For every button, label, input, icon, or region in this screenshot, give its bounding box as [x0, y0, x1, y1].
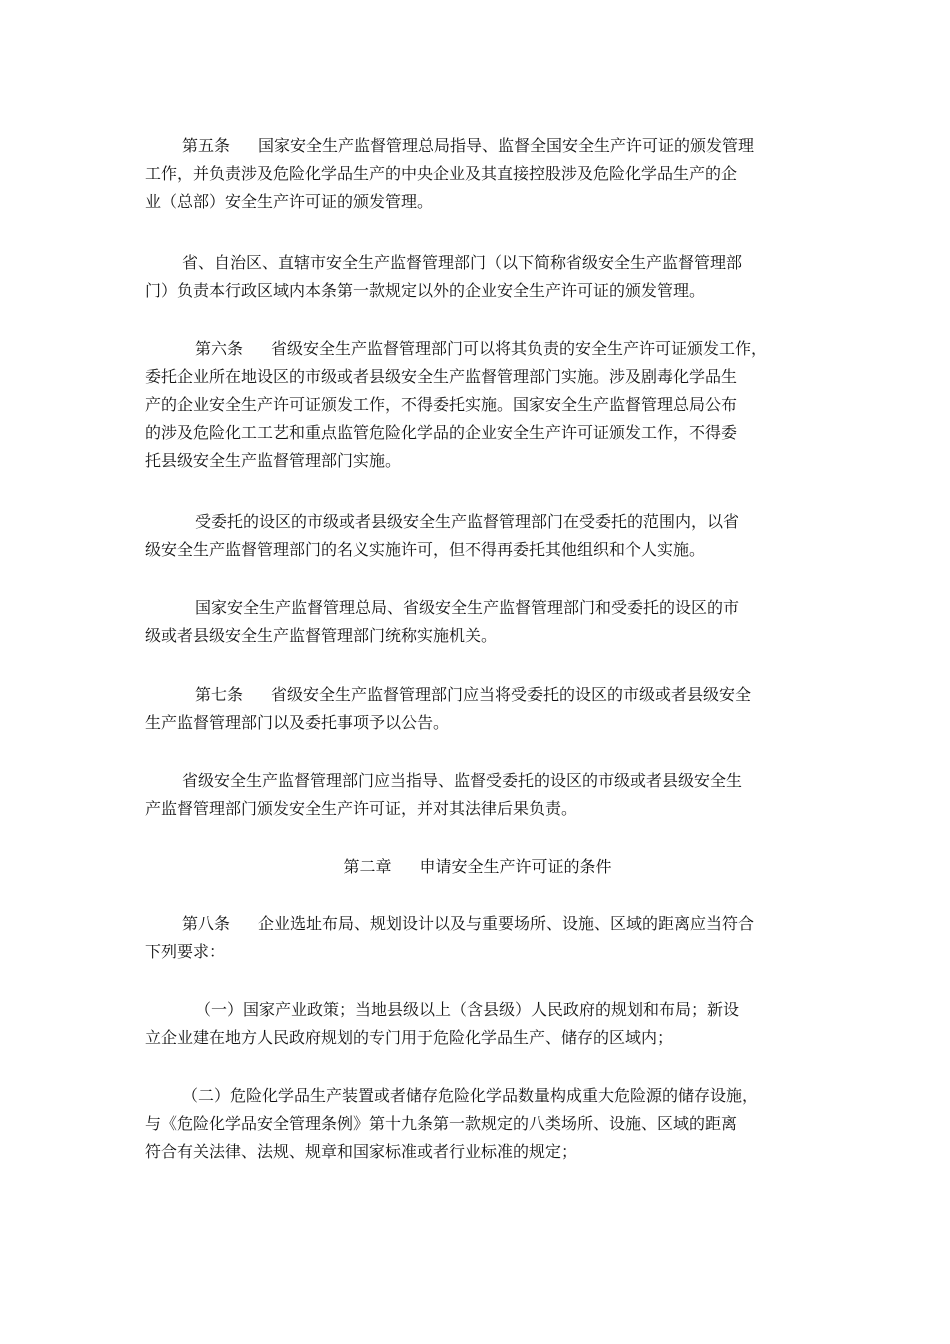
article-8	[145, 910, 810, 966]
article-5-line-2: 工作，并负责涉及危险化学品生产的中央企业及其直接控股涉及危险化学品生产的企	[145, 164, 738, 183]
article-6	[145, 335, 810, 475]
item-2-line-2: 与《危险化学品安全管理条例》第十九条第一款规定的八类场所、设施、区域的距离	[145, 1114, 738, 1133]
article-6-paragraph-3	[145, 594, 810, 650]
article-6-p2-line-1: 受委托的设区的市级或者县级安全生产监督管理部门在受委托的范围内，以省	[195, 512, 740, 531]
article-6-line-1: 省级安全生产监督管理部门可以将其负责的安全生产许可证颁发工作，	[271, 339, 768, 358]
article-5-line-1: 国家安全生产监督管理总局指导、监督全国安全生产许可证的颁发管理	[258, 136, 755, 155]
article-7-p2-line-1: 省级安全生产监督管理部门应当指导、监督受委托的设区的市级或者县级安全生	[182, 771, 743, 790]
chapter-2-label: 第二章	[343, 857, 392, 876]
article-7-line-1: 省级安全生产监督管理部门应当将受委托的设区的市级或者县级安全	[271, 685, 752, 704]
article-6-label: 第六条	[195, 339, 244, 358]
article-6-paragraph-2	[145, 508, 810, 564]
article-8-item-2	[145, 1082, 810, 1166]
article-6-line-4: 的涉及危险化工工艺和重点监管危险化学品的企业安全生产许可证颁发工作，不得委	[145, 423, 738, 442]
article-6-p3-line-1: 国家安全生产监督管理总局、省级安全生产监督管理部门和受委托的设区的市	[195, 598, 740, 617]
article-8-label: 第八条	[182, 914, 231, 933]
item-2-line-3: 符合有关法律、法规、规章和国家标准或者行业标准的规定；	[145, 1142, 578, 1161]
article-8-line-2: 下列要求：	[145, 942, 226, 961]
article-6-line-2: 委托企业所在地设区的市级或者县级安全生产监督管理部门实施。涉及剧毒化学品生	[145, 367, 738, 386]
article-7-line-2: 生产监督管理部门以及委托事项予以公告。	[145, 713, 450, 732]
article-6-line-3: 产的企业安全生产许可证颁发工作，不得委托实施。国家安全生产监督管理总局公布	[145, 395, 738, 414]
item-1-line-1: （一）国家产业政策；当地县级以上（含县级）人民政府的规划和布局；新设	[195, 1000, 740, 1019]
article-5-label: 第五条	[182, 136, 231, 155]
article-6-p3-line-2: 级或者县级安全生产监督管理部门统称实施机关。	[145, 626, 498, 645]
chapter-2-heading	[145, 853, 810, 881]
item-1-line-2: 立企业建在地方人民政府规划的专门用于危险化学品生产、储存的区域内；	[145, 1028, 674, 1047]
article-5	[145, 132, 810, 216]
article-7-p2-line-2: 产监督管理部门颁发安全生产许可证，并对其法律后果负责。	[145, 799, 578, 818]
article-7-label: 第七条	[195, 685, 244, 704]
chapter-2-title: 申请安全生产许可证的条件	[419, 857, 612, 876]
article-8-item-1	[145, 996, 810, 1052]
article-7-paragraph-2	[145, 767, 810, 823]
item-2-line-1: （二）危险化学品生产装置或者储存危险化学品数量构成重大危险源的储存设施，	[182, 1086, 759, 1105]
article-7	[145, 681, 810, 737]
article-5-paragraph-2	[145, 249, 810, 305]
article-6-p2-line-2: 级安全生产监督管理部门的名义实施许可，但不得再委托其他组织和个人实施。	[145, 540, 706, 559]
article-8-line-1: 企业选址布局、规划设计以及与重要场所、设施、区域的距离应当符合	[258, 914, 755, 933]
article-6-line-5: 托县级安全生产监督管理部门实施。	[145, 451, 402, 470]
article-5-p2-line-1: 省、自治区、直辖市安全生产监督管理部门（以下简称省级安全生产监督管理部	[182, 253, 743, 272]
article-5-line-3: 业（总部）安全生产许可证的颁发管理。	[145, 192, 434, 211]
article-5-p2-line-2: 门）负责本行政区域内本条第一款规定以外的企业安全生产许可证的颁发管理。	[145, 281, 706, 300]
